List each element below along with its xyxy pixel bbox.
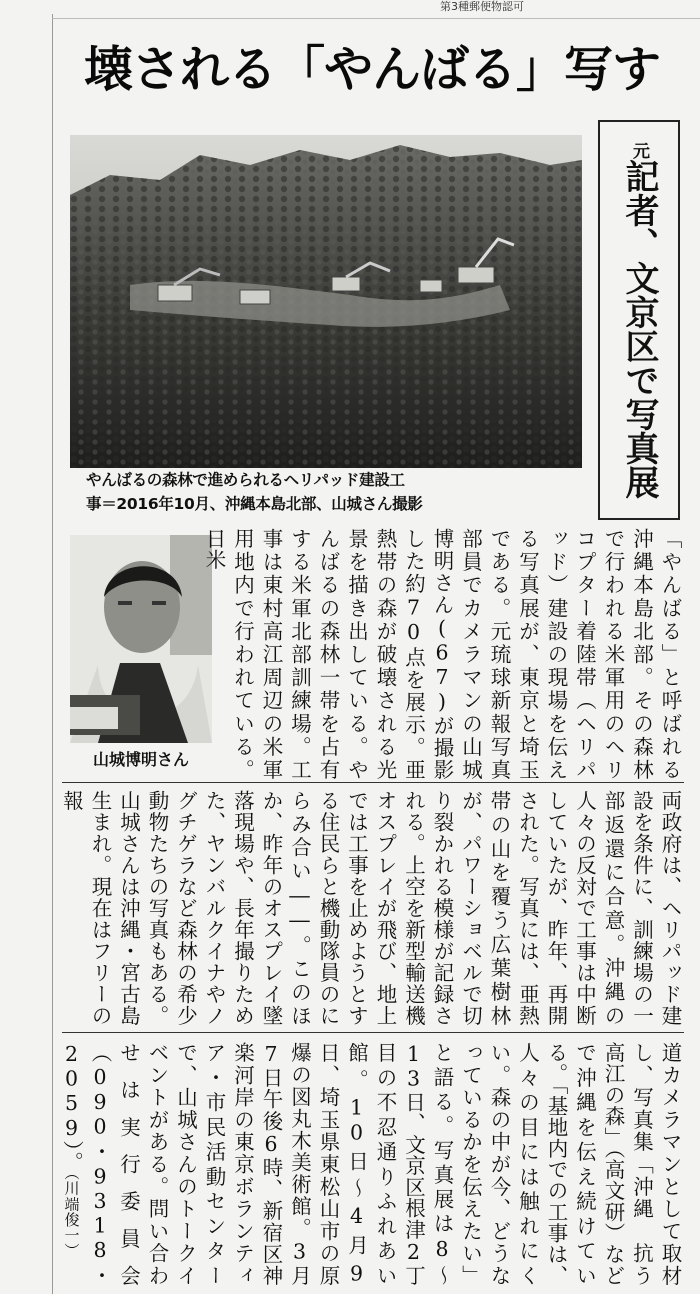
- forest-construction-photo: [70, 135, 582, 468]
- article-text-block3-body: 道カメラマンとして取材し、写真集「沖縄 抗う高江の森」（高文研）などで沖縄を伝え続けている。「基地内での工事は、人々の目には触れにくい。森の中が今、どうなっているかを伝えたい」と語る。写真展は8～13日、文京区根津2丁目の不忍通りふれあい館。10日～4月9日、埼玉県東松山市の原爆の図丸木美術館。3月7日午後6時、新宿区神楽河岸の東京ボランティア・市民活動センターで、山城さんのトークイベントがある。問い合わせは実行委員会（090・9318・2059）。: [59, 1042, 682, 1286]
- subtitle-box: [598, 120, 680, 520]
- subtitle: [600, 122, 678, 518]
- article-text-block2: 両政府は、ヘリパッド建設を条件に、訓練場の一部返還に合意。沖縄の人々の反対で工事は中断していたが、昨年、再開された。写真には、亜熱帯の山を覆う広葉樹林が、パワーショベルで切り裂かれる模様が記録される。上空を新型輸送機オスプレイが飛び、地上では工事を止めようとする住民らと機動隊員のにらみ合い――。このほか、昨年のオスプレイ墜落現場や、長年撮りためた、ヤンバルクイナやノグチゲラなど森林の希少動物たちの写真もある。山城さんは沖縄・宮古島生まれ。現在はフリーの報: [59, 790, 682, 1026]
- top-rule: [52, 18, 700, 19]
- portrait-photo-image: [70, 535, 212, 743]
- left-margin-rule: [52, 14, 53, 1294]
- photo-caption-line1: やんばるの森林で進められるヘリパッド建設工: [86, 471, 405, 489]
- column-divider-2: [62, 1032, 684, 1033]
- byline: （川端俊一）: [62, 1172, 81, 1259]
- postal-permit-text: 第3種郵便物認可: [440, 0, 524, 13]
- article-headline: 壊される「やんばる」写す: [83, 41, 660, 98]
- article-text-block1: 「やんばる」と呼ばれる沖縄本島北部。その森林で行われる米軍用のヘリコプター着陸帯（ヘリパッド）建設の現場を伝える写真展が、東京と埼玉である。元琉球新報写真部員でカメラマンの山城博明さん(67)が撮影した約70点を展示。亜熱帯の森が破壊される光景を描き出している。やんばるの森林一帯を占有する米軍北部訓練場。工事は東村高江周辺の米軍用地内で行われている。日米: [202, 528, 682, 780]
- column-divider-1: [62, 782, 684, 783]
- masthead-strip: [0, 0, 700, 14]
- portrait-caption: 山城博明さん: [92, 750, 189, 769]
- portrait-photo: [70, 535, 212, 743]
- subtitle-prefix: 元: [629, 141, 649, 159]
- forest-construction-photo-image: [70, 135, 582, 468]
- photo-caption-line2: 事＝2016年10月、沖縄本島北部、山城さん撮影: [86, 495, 423, 513]
- subtitle-text: 記者、文京区で写真展: [619, 158, 659, 499]
- article-text-block3: [59, 1042, 684, 1286]
